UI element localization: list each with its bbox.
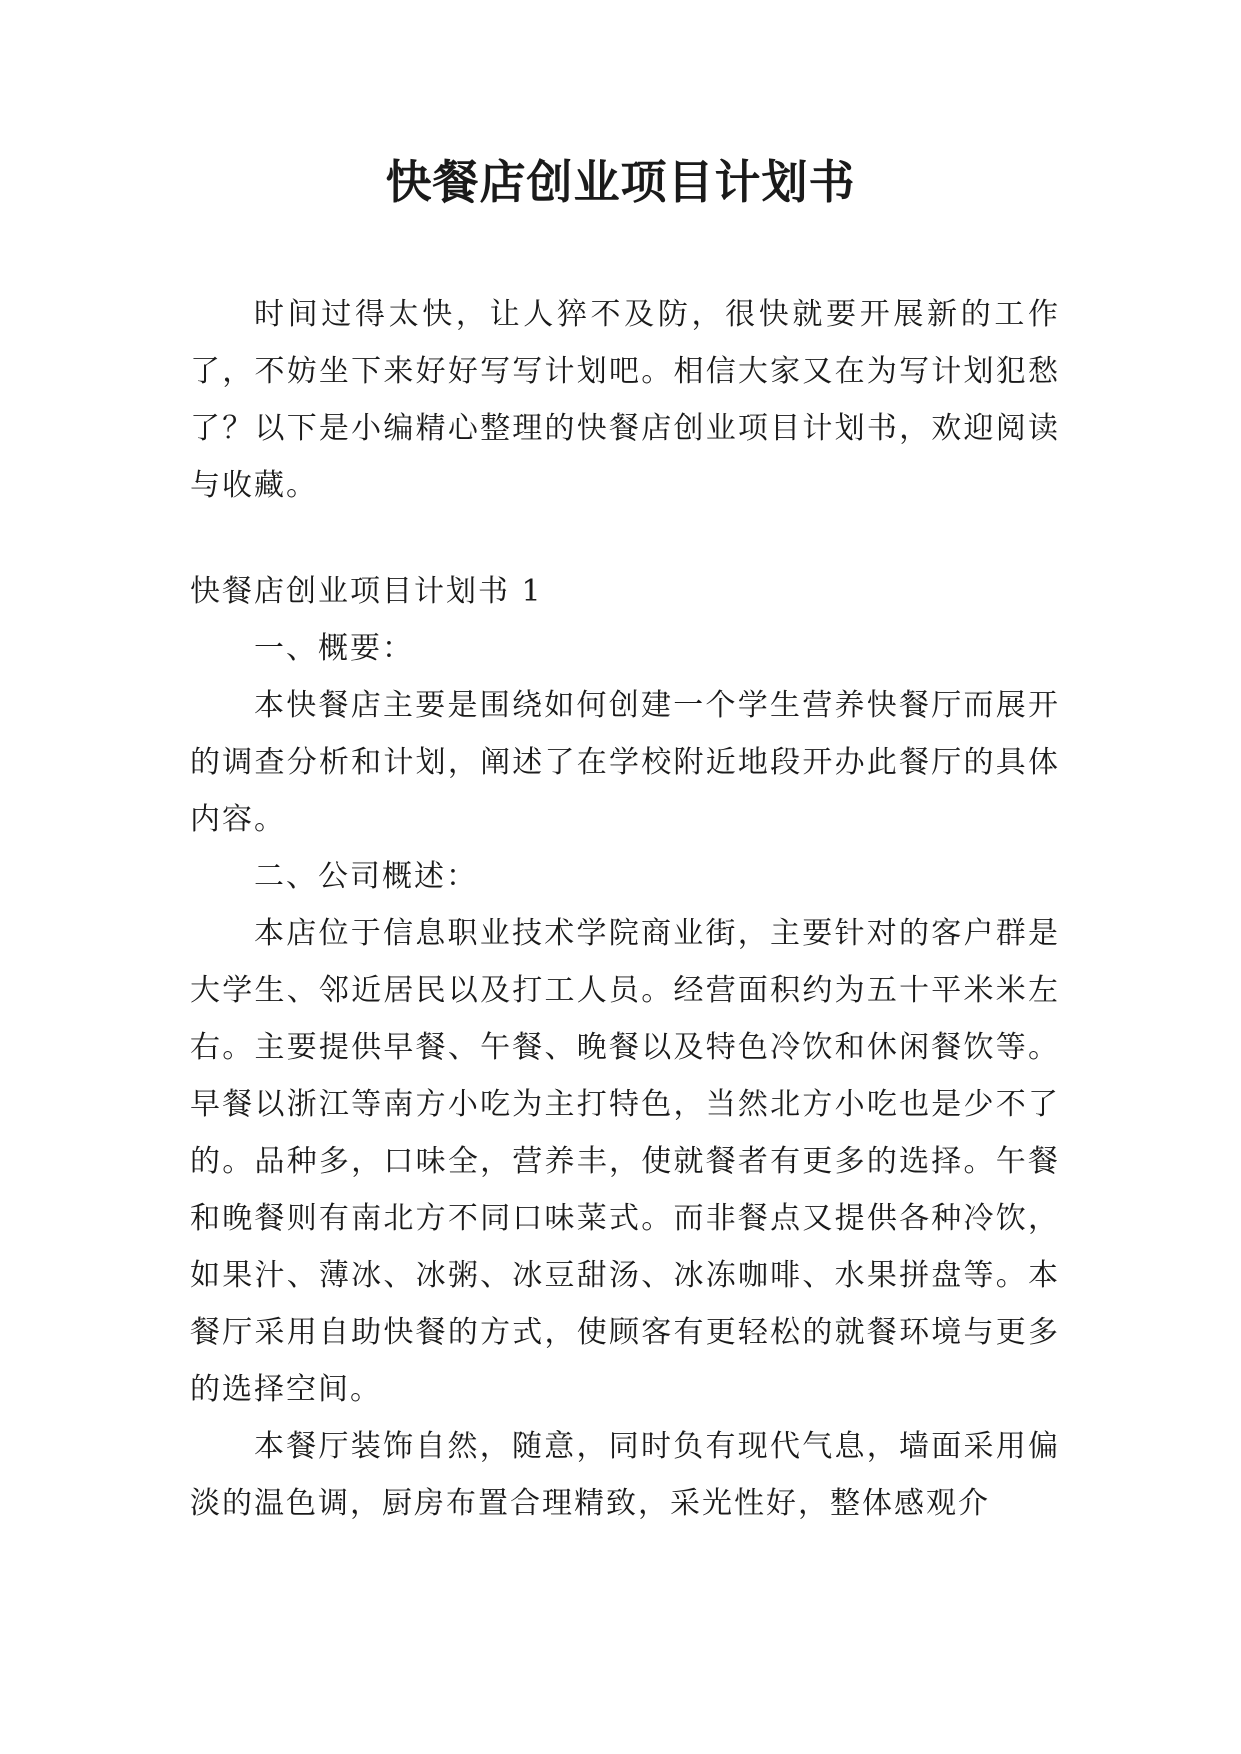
document-body (190, 286, 1060, 1532)
heading-company-overview: 二、公司概述： (254, 859, 478, 894)
heading-overview: 一、概要： (254, 631, 414, 666)
section-title: 快餐店创业项目计划书 1 (190, 574, 543, 609)
document-title: 快餐店创业项目计划书 (385, 155, 856, 209)
company-paragraph: 本店位于信息职业技术学院商业街，主要针对的客户群是大学生、邻近居民以及打工人员。经营面积约为五十平米米左右。主要提供早餐、午餐、晚餐以及特色冷饮和休闲餐饮等。早餐以浙江等南方小吃为主打特色，当然北方小吃也是少不了的。品种多，口味全，营养丰，使就餐者有更多的选择。午餐和晚餐则有南北方不同口味菜式。而非餐点又提供各种冷饮，如果汁、薄冰、冰粥、冰豆甜汤、冰冻咖啡、水果拼盘等。本餐厅采用自助快餐的方式，使顾客有更轻松的就餐环境与更多的选择空间。 (190, 916, 1060, 1407)
intro-paragraph: 时间过得太快，让人猝不及防，很快就要开展新的工作了，不妨坐下来好好写写计划吧。相信大家又在为写计划犯愁了？以下是小编精心整理的快餐店创业项目计划书，欢迎阅读与收藏。 (190, 297, 1060, 503)
decoration-paragraph: 本餐厅装饰自然，随意，同时负有现代气息，墙面采用偏淡的温色调，厨房布置合理精致，采光性好，整体感观介 (190, 1429, 1060, 1521)
overview-paragraph: 本快餐店主要是围绕如何创建一个学生营养快餐厅而展开的调查分析和计划，阐述了在学校附近地段开办此餐厅的具体内容。 (190, 688, 1060, 837)
